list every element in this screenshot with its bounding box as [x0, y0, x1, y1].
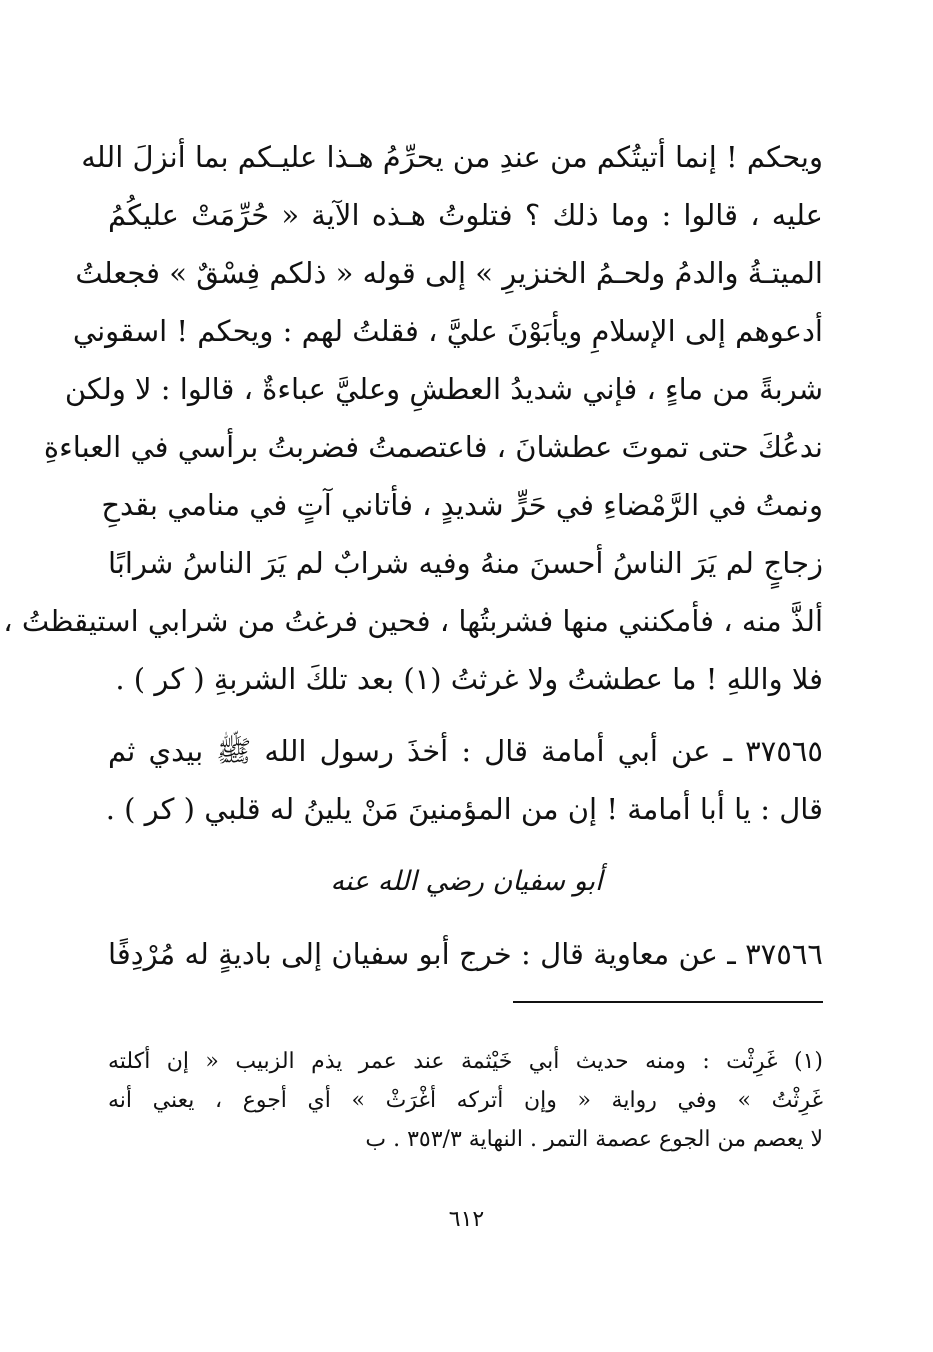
- text-line: أدعوهم إلى الإسلامِ ويأبَوْنَ عليَّ ، فقلتُ لهم : ويحكم ! اسقوني: [72, 314, 823, 348]
- text-line: ندعُكَ حتى تموتَ عطشانَ ، فاعتصمتُ فضربتُ برأسي في العباءةِ: [43, 430, 823, 464]
- text-line: عليه ، قالوا : وما ذلك ؟ فتلوتُ هـذه الآية « حُرِّمَتْ عليكُمُ: [108, 198, 823, 232]
- footnote-divider: [513, 1001, 823, 1003]
- text-line: ونمتُ في الرَّمْضاءِ في حَرٍّ شديدٍ ، فأتاني آتٍ في منامي بقدحِ: [101, 488, 823, 522]
- text-line: زجاجٍ لم يَرَ الناسُ أحسنَ منهُ وفيه شرابٌ لم يَرَ الناسُ شرابًا: [108, 546, 823, 580]
- footnote: [108, 1042, 823, 1159]
- page-number: ٦١٢: [448, 1207, 485, 1232]
- text-line: ٣٧٥٦٦ ـ عن معاوية قال : خرج أبو سفيان إلى باديةٍ له مُرْدِفًا: [108, 937, 823, 971]
- footnote-line: غَرِثْتُ » وفي رواية « وإن أتركه أغْرَثْ » أي أجوع ، يعني أنه: [108, 1088, 823, 1113]
- footnote-line: (١) غَرِثْت : ومنه حديث أبي خَيْثمة عند عمر يذم الزبيب « إن أكلته: [108, 1049, 823, 1074]
- text-line: ويحكم ! إنما أتيتُكم من عندِ من يحرِّمُ هـذا عليـكم بما أنزلَ الله: [81, 140, 823, 174]
- section-heading: أبو سفيان رضي الله عنه: [330, 866, 603, 897]
- hadith-continuation-text: [3, 128, 823, 708]
- hadith-37565: [105, 722, 823, 838]
- text-line: شربةً من ماءٍ ، فإني شديدُ العطشِ وعليَّ عباءةٌ ، قالوا : لا ولكن: [64, 372, 823, 406]
- text-line: قال : يا أبا أمامة ! إن من المؤمنينَ مَنْ يلينُ له قلبي ( كر ) .: [105, 792, 823, 826]
- text-line: ٣٧٥٦٥ ـ عن أبي أمامة قال : أخذَ رسول الله ﷺ بيدي ثم: [108, 734, 823, 768]
- text-line: فلا واللهِ ! ما عطشتُ ولا غرثتُ (١) بعد تلكَ الشربةِ ( كر ) .: [115, 662, 823, 696]
- text-line: الميتـةُ والدمُ ولحـمُ الخنزيرِ » إلى قوله « ذلكم فِسْقٌ » فجعلتُ: [75, 256, 823, 290]
- footnote-line: لا يعصم من الجوع عصمة التمر . النهاية ٣٥٣/٣ . ب: [365, 1127, 823, 1152]
- hadith-37566: [108, 925, 823, 983]
- text-line: ألذَّ منه ، فأمكنني منها فشربتُها ، فحين فرغتُ من شرابي استيقظتُ ،: [3, 604, 823, 638]
